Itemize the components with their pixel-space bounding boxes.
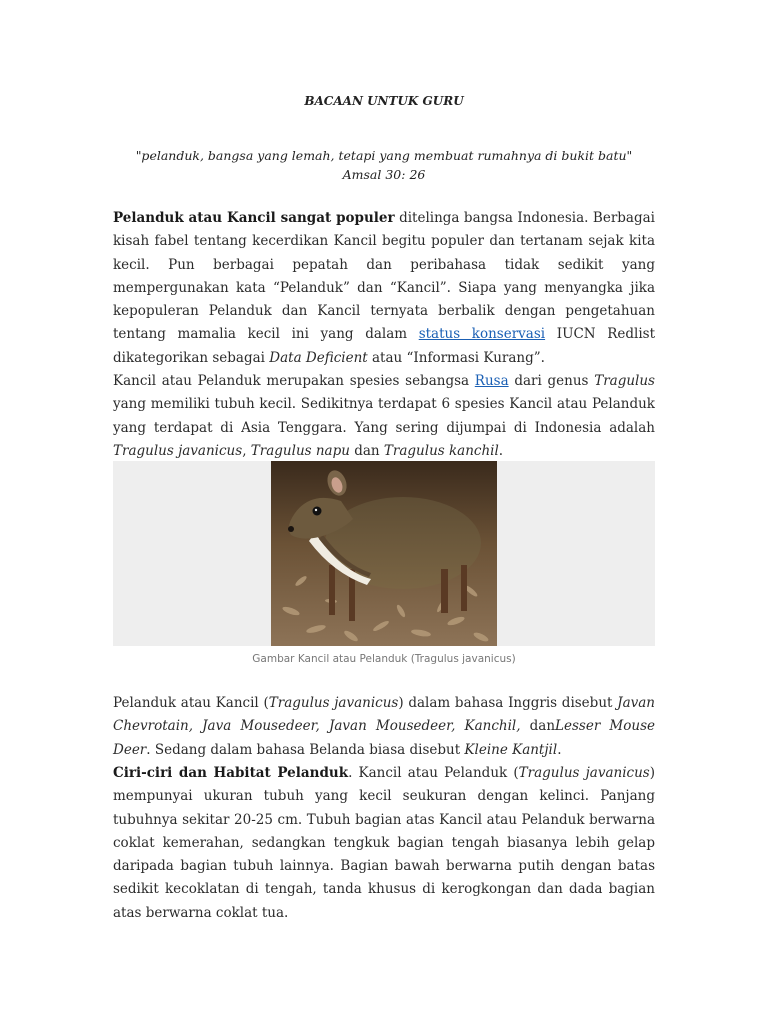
emphasis: Tragulus javanicus	[518, 765, 650, 781]
text-run: .	[498, 442, 504, 459]
figure-caption: Gambar Kancil atau Pelanduk (Tragulus javanicus)	[252, 653, 516, 665]
emphasis: Tragulus napu	[250, 442, 350, 459]
emphasis: Tragulus	[594, 373, 655, 389]
text-run: Pelanduk atau Kancil (	[113, 695, 269, 711]
text-run: . Sedang dalam bahasa Belanda biasa disebut	[146, 741, 465, 758]
emphasis: Tragulus kanchil	[383, 442, 499, 459]
text-run: dari genus	[508, 373, 595, 389]
text-run: IUCN Redlist dikategorikan sebagai	[113, 326, 656, 366]
paragraph-lead: Ciri-ciri dan Habitat Pelanduk	[113, 765, 349, 781]
text-run: yang memiliki tubuh kecil. Sedikitnya terdapat 6 spesies Kancil atau Pelanduk yang terdapat di Asia Tenggara. Yang sering dijumpai di Indonesia adalah	[113, 396, 655, 436]
mousedeer-photo	[271, 461, 497, 646]
link-rusa[interactable]: Rusa	[474, 373, 509, 389]
paragraph-species	[113, 370, 655, 463]
paragraph-names	[113, 692, 655, 762]
epigraph-text: "pelanduk, bangsa yang lemah, tetapi yang membuat rumahnya di bukit batu"	[135, 148, 633, 163]
text-run: dan	[520, 718, 556, 735]
text-run: ditelinga bangsa Indonesia. Berbagai kisah fabel tentang kecerdikan Kancil begitu populer dan tertanam sejak kita kecil. Pun berbagai pepatah dan peribahasa tidak sedikit yang mempergunakan kata “Pelanduk” dan “Kancil”. Siapa yang menyangka jika kepopuleran Pelanduk dan Kancil ternyata berbalik dengan pengetahuan tentang mamalia kecil ini yang dalam	[113, 210, 655, 343]
emphasis: Tragulus javanicus	[113, 442, 243, 459]
text-run: atau “Informasi Kurang”.	[367, 349, 545, 366]
text-run: . Kancil atau Pelanduk (	[348, 765, 519, 781]
epigraph-reference: Amsal 30: 26	[342, 167, 426, 182]
emphasis: Data Deficient	[269, 349, 368, 366]
emphasis: Kleine Kantjil	[464, 741, 558, 758]
text-run: ) mempunyai ukuran tubuh yang kecil seukuran dengan kelinci. Panjang tubuhnya sekitar 20-25 cm. Tubuh bagian atas Kancil atau Pelanduk berwarna coklat kemerahan, sedangkan tengkuk bagian tengah biasanya lebih gelap daripada bagian tubuh lainnya. Bagian bawah berwarna putih dengan batas sedikit kecoklatan di tengah, tanda khusus di kerogkongan dan dada bagian atas berwarna coklat tua.	[113, 765, 656, 921]
paragraph-lead: Pelanduk atau Kancil sangat populer	[113, 210, 395, 226]
emphasis: Javan Chevrotain, Java Mousedeer, Javan Mousedeer, Kanchil,	[113, 695, 656, 735]
page-title: BACAAN UNTUK GURU	[304, 94, 464, 108]
text-run: ) dalam bahasa Inggris disebut	[398, 695, 618, 711]
text-run: Kancil atau Pelanduk merupakan spesies sebangsa	[113, 373, 475, 389]
link-status-konservasi[interactable]: status konservasi	[418, 326, 546, 343]
text-run: dan	[349, 442, 384, 459]
paragraph-characteristics	[113, 762, 655, 925]
epigraph	[113, 146, 655, 184]
figure	[113, 461, 655, 646]
mousedeer-illustration	[271, 461, 497, 646]
text-run: .	[557, 741, 562, 758]
emphasis: Tragulus javanicus	[268, 695, 399, 711]
emphasis: Lesser Mouse Deer	[113, 718, 655, 758]
paragraph-intro	[113, 207, 655, 370]
text-run: ,	[242, 442, 251, 459]
